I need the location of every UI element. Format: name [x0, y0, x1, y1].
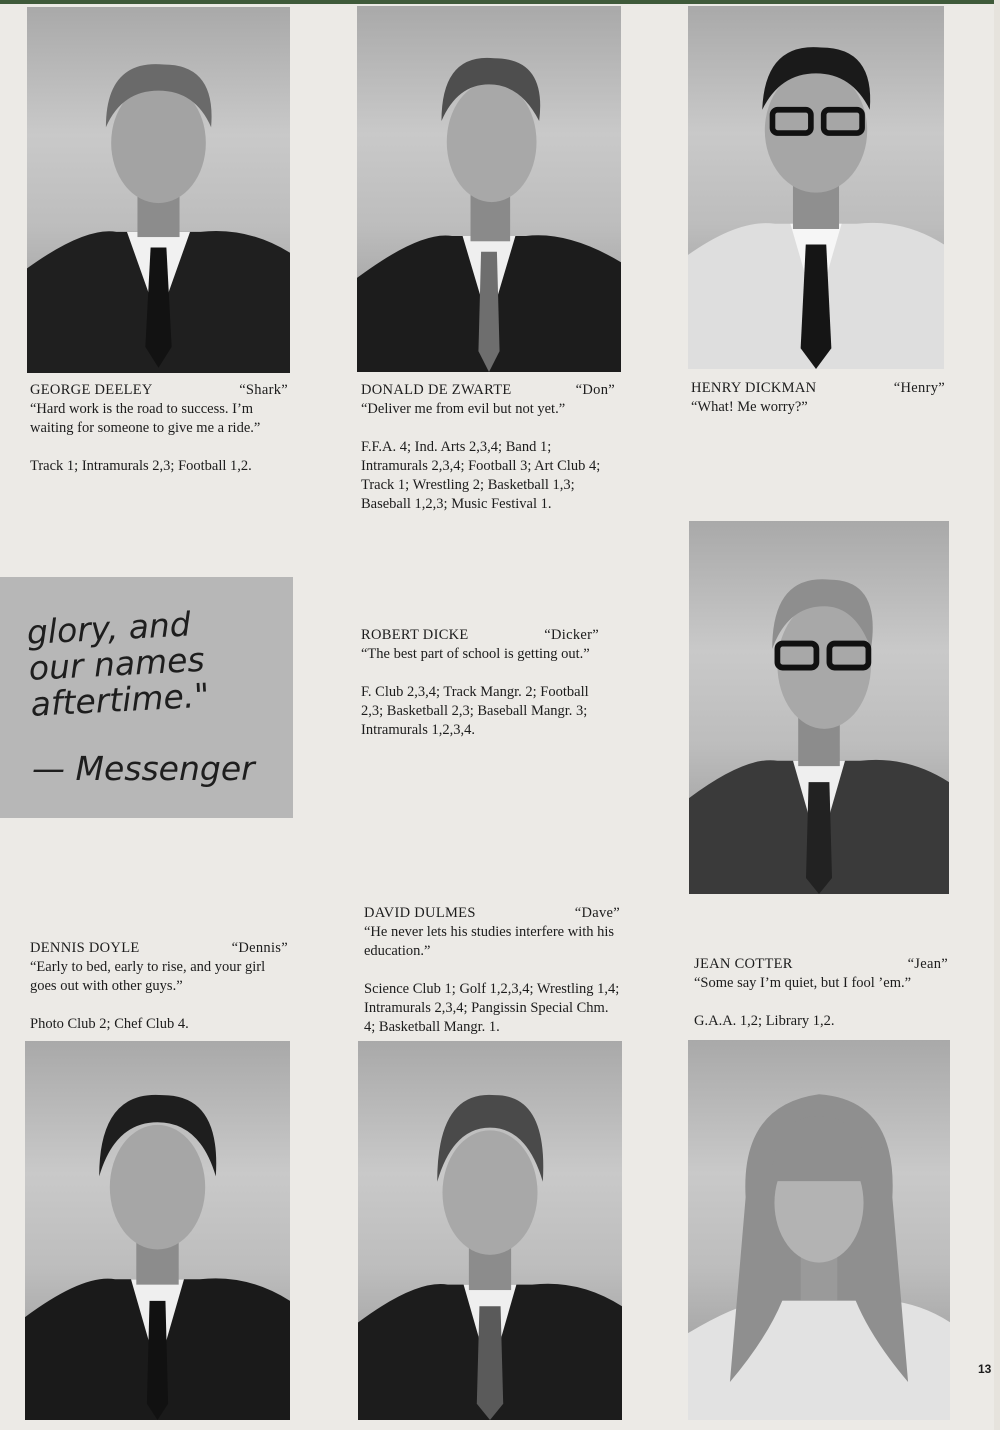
portrait-icon	[358, 1041, 622, 1420]
name-line	[361, 626, 599, 645]
student-name: DONALD DE ZWARTE	[361, 382, 512, 398]
student-nickname: “Dennis”	[231, 940, 288, 956]
photo-dennis-doyle	[25, 1041, 290, 1420]
portrait-icon	[688, 6, 944, 369]
entry-george-deeley	[30, 381, 288, 476]
name-line	[30, 381, 288, 400]
student-activities: F. Club 2,3,4; Track Mangr. 2; Football 2,3; Basketball 2,3; Baseball Mangr. 3; Intramurals 1,2,3,4.	[361, 684, 589, 738]
student-quote: “What! Me worry?”	[691, 399, 808, 415]
student-name: HENRY DICKMAN	[691, 380, 817, 396]
portrait-icon	[357, 6, 621, 372]
name-line	[691, 379, 945, 398]
student-activities: G.A.A. 1,2; Library 1,2.	[694, 1013, 835, 1029]
portrait-icon	[27, 7, 290, 373]
entry-dennis-doyle	[30, 939, 288, 1034]
student-name: GEORGE DEELEY	[30, 382, 153, 398]
photo-jean-cotter	[688, 1040, 950, 1420]
handwritten-line: our names	[27, 639, 206, 688]
name-line	[30, 939, 288, 958]
student-name: JEAN COTTER	[694, 956, 793, 972]
student-activities: Photo Club 2; Chef Club 4.	[30, 1016, 189, 1032]
student-nickname: “Shark”	[239, 382, 288, 398]
student-nickname: “Dicker”	[544, 627, 599, 643]
student-quote: “Some say I’m quiet, but I fool ’em.”	[694, 975, 912, 991]
student-quote: “Early to bed, early to rise, and your girl goes out with other guys.”	[30, 959, 266, 994]
photo-donald-de-zwarte	[357, 6, 621, 372]
name-line	[364, 904, 620, 923]
student-nickname: “Jean”	[907, 956, 948, 972]
handwritten-line: glory, and	[25, 604, 192, 652]
student-activities: F.F.A. 4; Ind. Arts 2,3,4; Band 1; Intramurals 2,3,4; Football 3; Art Club 4; Track 1; Wrestling 2; Basketball 1,3; Baseball 1,2,3; Music Festival 1.	[361, 439, 601, 512]
student-nickname: “Don”	[575, 382, 615, 398]
entry-donald-de-zwarte	[361, 381, 615, 514]
handwritten-signature: — Messenger	[32, 749, 255, 788]
handwritten-line: aftertime."	[29, 675, 211, 724]
photo-robert-dicke	[689, 521, 949, 894]
entry-david-dulmes	[364, 904, 620, 1037]
photo-george-deeley	[27, 7, 290, 373]
page-number: 13	[978, 1362, 992, 1376]
student-name: DENNIS DOYLE	[30, 940, 140, 956]
student-quote: “Deliver me from evil but not yet.”	[361, 401, 566, 417]
student-name: ROBERT DICKE	[361, 627, 469, 643]
portrait-icon	[688, 1040, 950, 1420]
student-quote: “The best part of school is getting out.”	[361, 646, 590, 662]
student-name: DAVID DULMES	[364, 905, 476, 921]
portrait-icon	[689, 521, 949, 894]
student-quote: “He never lets his studies interfere with his education.”	[364, 924, 615, 959]
student-activities: Science Club 1; Golf 1,2,3,4; Wrestling 1,4; Intramurals 2,3,4; Pangissin Special Chm. 4; Basketball Mangr. 1.	[364, 981, 620, 1035]
handwritten-quote-box	[0, 577, 293, 818]
entry-henry-dickman	[691, 379, 945, 417]
student-quote: “Hard work is the road to success. I’m waiting for someone to give me a ride.”	[30, 401, 261, 436]
photo-henry-dickman	[688, 6, 944, 369]
student-nickname: “Henry”	[893, 380, 945, 396]
page-top-border	[0, 0, 1000, 4]
portrait-icon	[25, 1041, 290, 1420]
handwritten-lines	[26, 606, 210, 723]
name-line	[694, 955, 948, 974]
entry-jean-cotter	[694, 955, 948, 1031]
name-line	[361, 381, 615, 400]
student-nickname: “Dave”	[574, 905, 620, 921]
student-activities: Track 1; Intramurals 2,3; Football 1,2.	[30, 458, 252, 474]
page-right-edge	[994, 0, 1000, 1430]
entry-robert-dicke	[361, 626, 599, 740]
photo-david-dulmes	[358, 1041, 622, 1420]
